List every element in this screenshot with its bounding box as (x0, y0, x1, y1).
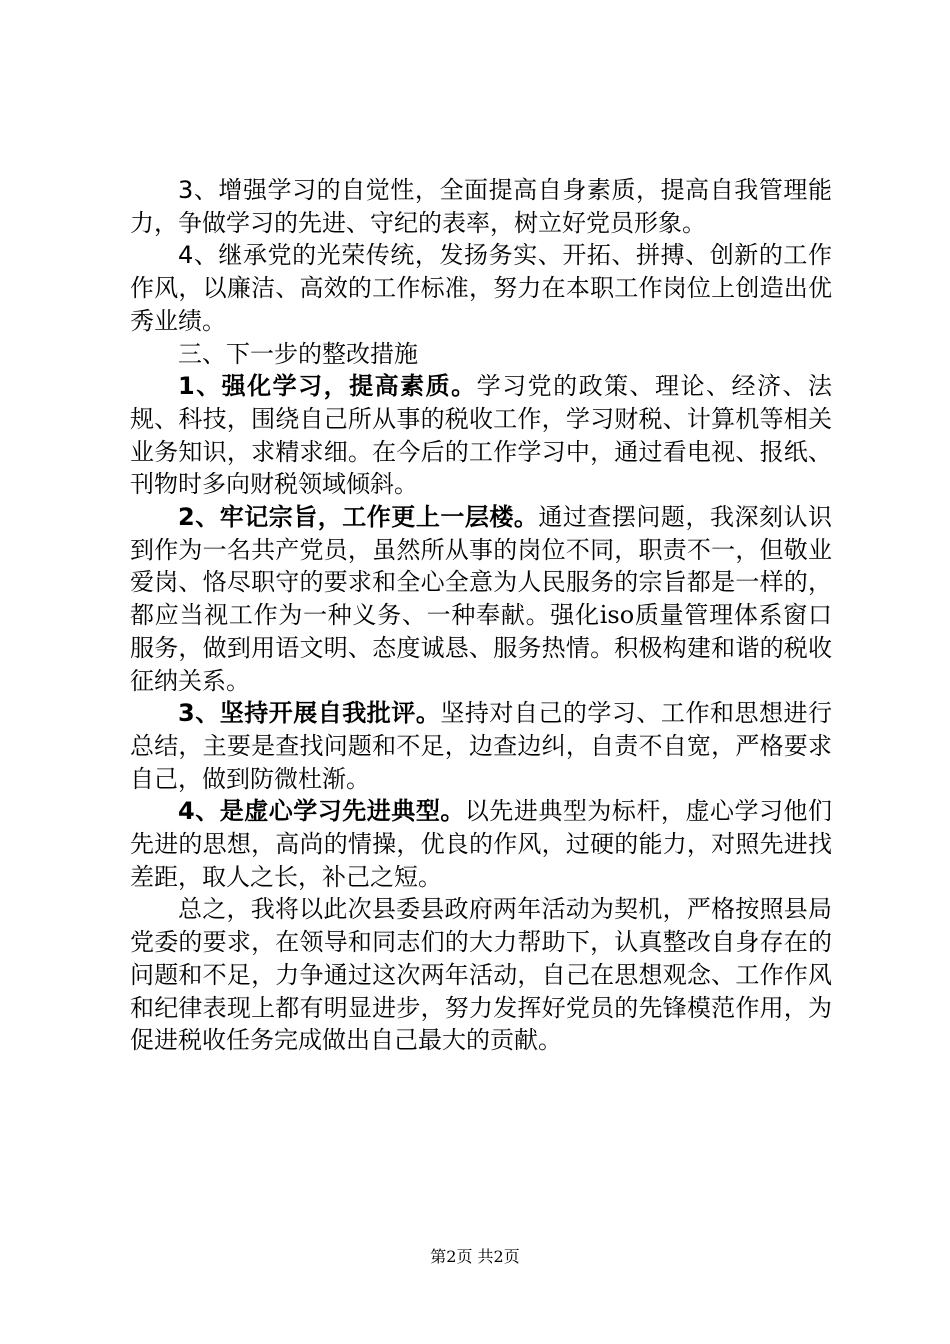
paragraph-text: 三、下一步的整改措施 (178, 339, 418, 368)
paragraph-2 (130, 239, 832, 337)
paragraph-7 (130, 795, 832, 893)
paragraph-lead: 4、是虚心学习先进典型。 (178, 797, 465, 826)
paragraph-text: 学习党的政策、理论、经济、法规、科技，围绕自己所从事的税收工作，学习财税、计算机等相关业务知识，求精求细。在今后的工作学习中，通过看电视、报纸、刊物时多向财税领域倾斜。 (130, 372, 833, 499)
paragraph-text: 通过查摆问题，我深刻认识到作为一名共产党员，虽然所从事的岗位不同，职责不一，但敬业爱岗、恪尽职守的要求和全心全意为人民服务的宗旨都是一样的，都应当视工作为一种义务、一种奉献。强化iso质量管理体系窗口服务，做到用语文明、态度诚恳、服务热情。积极构建和谐的税收征纳关系。 (130, 503, 832, 695)
paragraph-lead: 1、强化学习，提高素质。 (178, 372, 477, 401)
page-number-label: 第2页 共2页 (430, 1247, 520, 1266)
paragraph-lead: 2、牢记宗旨，工作更上一层楼。 (178, 503, 539, 532)
paragraph-text: 3、增强学习的自觉性，全面提高自身素质，提高自我管理能力，争做学习的先进、守纪的表率，树立好党员形象。 (130, 176, 832, 237)
paragraph-text: 4、继承党的光荣传统，发扬务实、开拓、拼搏、创新的工作作风，以廉洁、高效的工作标准，努力在本职工作岗位上创造出优秀业绩。 (130, 241, 832, 335)
paragraph-5 (130, 501, 832, 697)
paragraph-text: 总之，我将以此次县委县政府两年活动为契机，严格按照县局党委的要求，在领导和同志们的大力帮助下，认真整改自身存在的问题和不足，力争通过这次两年活动，自己在思想观念、工作作风和纪律表现上都有明显进步，努力发挥好党员的先锋模范作用，为促进税收任务完成做出自己最大的贡献。 (130, 895, 832, 1055)
paragraph-8 (130, 893, 832, 1057)
section-heading (130, 338, 832, 371)
document-body (130, 174, 832, 1057)
paragraph-text: 坚持对自己的学习、工作和思想进行总结，主要是查找问题和不足，边查边纠，自责不自宽，严格要求自己，做到防微杜渐。 (130, 699, 832, 793)
paragraph-6 (130, 697, 832, 795)
paragraph-lead: 3、坚持开展自我批评。 (178, 699, 441, 728)
paragraph-text: 以先进典型为标杆，虚心学习他们先进的思想，高尚的情操，优良的作风，过硬的能力，对照先进找差距，取人之长，补己之短。 (130, 797, 833, 891)
paragraph-1 (130, 174, 832, 239)
page-footer (0, 1244, 950, 1267)
paragraph-4 (130, 370, 832, 501)
